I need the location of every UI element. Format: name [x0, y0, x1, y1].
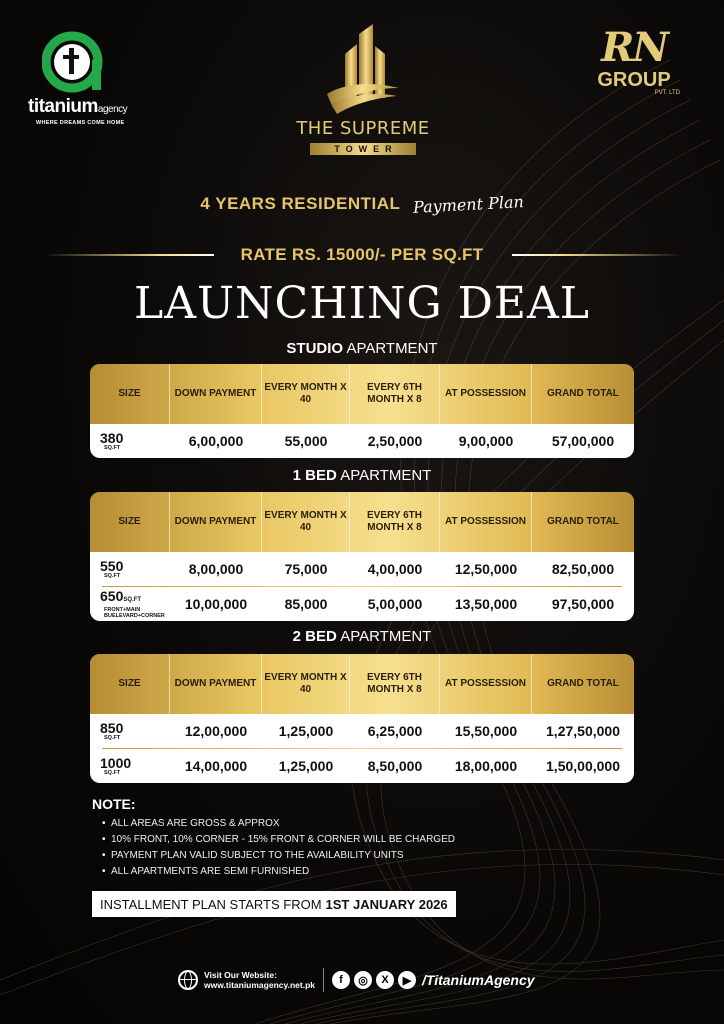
instagram-icon[interactable]: ◎: [354, 971, 372, 989]
youtube-icon[interactable]: ▶: [398, 971, 416, 989]
section-title-1bed: 1 BED APARTMENT: [292, 467, 432, 484]
installment-prefix: INSTALLMENT PLAN STARTS FROM: [100, 896, 322, 912]
monthly-cell: 85,000: [284, 596, 328, 612]
grand-total-header: GRAND TOTAL: [547, 516, 619, 527]
table-row: [90, 587, 634, 621]
notes-block: [92, 796, 592, 880]
possession-cell: 13,50,000: [454, 596, 518, 612]
possession-header: AT POSSESSION: [440, 654, 532, 714]
one-bed-price-table: [90, 492, 634, 621]
x-icon[interactable]: X: [376, 971, 394, 989]
years-residential-text: 4 YEARS RESIDENTIAL: [200, 194, 401, 213]
table-header: [90, 492, 634, 552]
notes-list: [92, 816, 592, 880]
project-subtitle: TOWER: [310, 143, 415, 155]
sixth-month-header: EVERY 6TH MONTH X 8: [350, 654, 440, 714]
rn-monogram: RN: [601, 24, 667, 71]
tower-icon: [323, 24, 403, 116]
globe-icon: [178, 970, 198, 990]
possession-cell: 18,00,000: [454, 758, 518, 774]
rn-group-logo: [566, 24, 702, 118]
possession-header: AT POSSESSION: [440, 364, 532, 424]
grand-total-cell: 1,27,50,000: [546, 723, 620, 739]
rate-text: RATE RS. 15000/- PER SQ.FT: [240, 245, 484, 264]
agency-name: titaniumagency: [28, 96, 128, 117]
table-row: [90, 424, 634, 458]
grand-total-cell: 1,50,00,000: [546, 758, 620, 774]
down-payment-header: DOWN PAYMENT: [170, 654, 262, 714]
size-unit: SQ.FT: [123, 596, 142, 603]
table-row: [90, 552, 634, 586]
table-header: [90, 654, 634, 714]
size-value: 850: [100, 719, 124, 736]
down-payment-header: DOWN PAYMENT: [170, 364, 262, 424]
supreme-tower-logo: [278, 24, 448, 160]
note-item: • ALL AREAS ARE GROSS & APPROX: [102, 816, 592, 832]
footer-divider: [323, 968, 324, 992]
titanium-logo-mark: [42, 30, 106, 94]
sixth-month-cell: 5,00,000: [367, 596, 423, 612]
two-bed-price-table: [90, 654, 634, 783]
down-payment-cell: 8,00,000: [188, 561, 244, 577]
social-handle[interactable]: /TitaniumAgency: [422, 972, 535, 988]
possession-cell: 9,00,000: [458, 433, 514, 449]
monthly-header: EVERY MONTH X 40: [262, 364, 350, 424]
project-title: THE SUPREME: [296, 118, 430, 139]
size-value: 650SQ.FT: [100, 587, 142, 604]
rate-row: [0, 245, 724, 265]
down-payment-header: DOWN PAYMENT: [170, 492, 262, 552]
monthly-header: EVERY MONTH X 40: [262, 654, 350, 714]
size-cell: [90, 714, 170, 748]
possession-cell: 12,50,000: [454, 561, 518, 577]
installment-banner: [92, 891, 456, 917]
size-value: 380: [100, 429, 124, 446]
down-payment-cell: 12,00,000: [184, 723, 248, 739]
section-title-studio: STUDIO APARTMENT: [286, 340, 438, 357]
size-header: SIZE: [90, 654, 170, 714]
plan-headline: [0, 191, 724, 217]
size-value: 550: [100, 557, 124, 574]
section-title-2bed: 2 BED APARTMENT: [292, 628, 432, 645]
monthly-cell: 1,25,000: [278, 723, 334, 739]
installment-date: 1ST JANUARY 2026: [325, 896, 448, 912]
size-unit: SQ.FT: [104, 734, 121, 741]
sixth-month-cell: 8,50,000: [367, 758, 423, 774]
payment-plan-script: Payment Plan: [412, 191, 525, 217]
size-header: SIZE: [90, 492, 170, 552]
size-note: FRONT+MAIN BUELEVARD+CORNER: [104, 606, 165, 619]
grand-total-cell: 57,00,000: [551, 433, 615, 449]
note-item: • PAYMENT PLAN VALID SUBJECT TO THE AVAILABILITY UNITS: [102, 848, 592, 864]
notes-title: NOTE:: [92, 796, 136, 812]
footer: [178, 966, 535, 994]
sixth-month-cell: 4,00,000: [367, 561, 423, 577]
monthly-cell: 1,25,000: [278, 758, 334, 774]
note-item: • ALL APARTMENTS ARE SEMI FURNISHED: [102, 864, 592, 880]
website-block[interactable]: [204, 970, 315, 990]
developer-suffix: PVT. LTD: [654, 90, 680, 96]
grand-total-cell: 82,50,000: [551, 561, 615, 577]
monthly-cell: 75,000: [284, 561, 328, 577]
sixth-month-cell: 6,25,000: [367, 723, 423, 739]
sixth-month-header: EVERY 6TH MONTH X 8: [350, 364, 440, 424]
grand-total-cell: 97,50,000: [551, 596, 615, 612]
down-payment-cell: 6,00,000: [188, 433, 244, 449]
down-payment-cell: 14,00,000: [184, 758, 248, 774]
table-header: [90, 364, 634, 424]
developer-group: GROUP: [597, 69, 671, 91]
launching-deal-title: LAUNCHING DEAL: [133, 278, 591, 329]
agency-tagline: WHERE DREAMS COME HOME: [36, 120, 125, 126]
grand-total-header: GRAND TOTAL: [547, 388, 619, 399]
size-cell: [90, 552, 170, 586]
sixth-month-header: EVERY 6TH MONTH X 8: [350, 492, 440, 552]
monthly-cell: 55,000: [284, 433, 328, 449]
studio-price-table: [90, 364, 634, 458]
facebook-icon[interactable]: f: [332, 971, 350, 989]
table-row: [90, 749, 634, 783]
sixth-month-cell: 2,50,000: [367, 433, 423, 449]
size-cell: [90, 749, 170, 783]
possession-header: AT POSSESSION: [440, 492, 532, 552]
visit-label: Visit Our Website:: [204, 970, 277, 980]
size-unit: SQ.FT: [104, 769, 121, 776]
titanium-agency-logo: [22, 30, 142, 130]
size-unit: SQ.FT: [104, 444, 121, 451]
website-link[interactable]: www.titaniumagency.net.pk: [204, 980, 315, 990]
monthly-header: EVERY MONTH X 40: [262, 492, 350, 552]
grand-total-header: GRAND TOTAL: [547, 678, 619, 689]
size-unit: SQ.FT: [104, 572, 121, 579]
possession-cell: 15,50,000: [454, 723, 518, 739]
size-value: 1000: [100, 754, 132, 771]
size-cell: [90, 587, 170, 621]
down-payment-cell: 10,00,000: [184, 596, 248, 612]
size-cell: [90, 424, 170, 458]
size-header: SIZE: [90, 364, 170, 424]
note-item: • 10% FRONT, 10% CORNER - 15% FRONT & CORNER WILL BE CHARGED: [102, 832, 592, 848]
table-row: [90, 714, 634, 748]
